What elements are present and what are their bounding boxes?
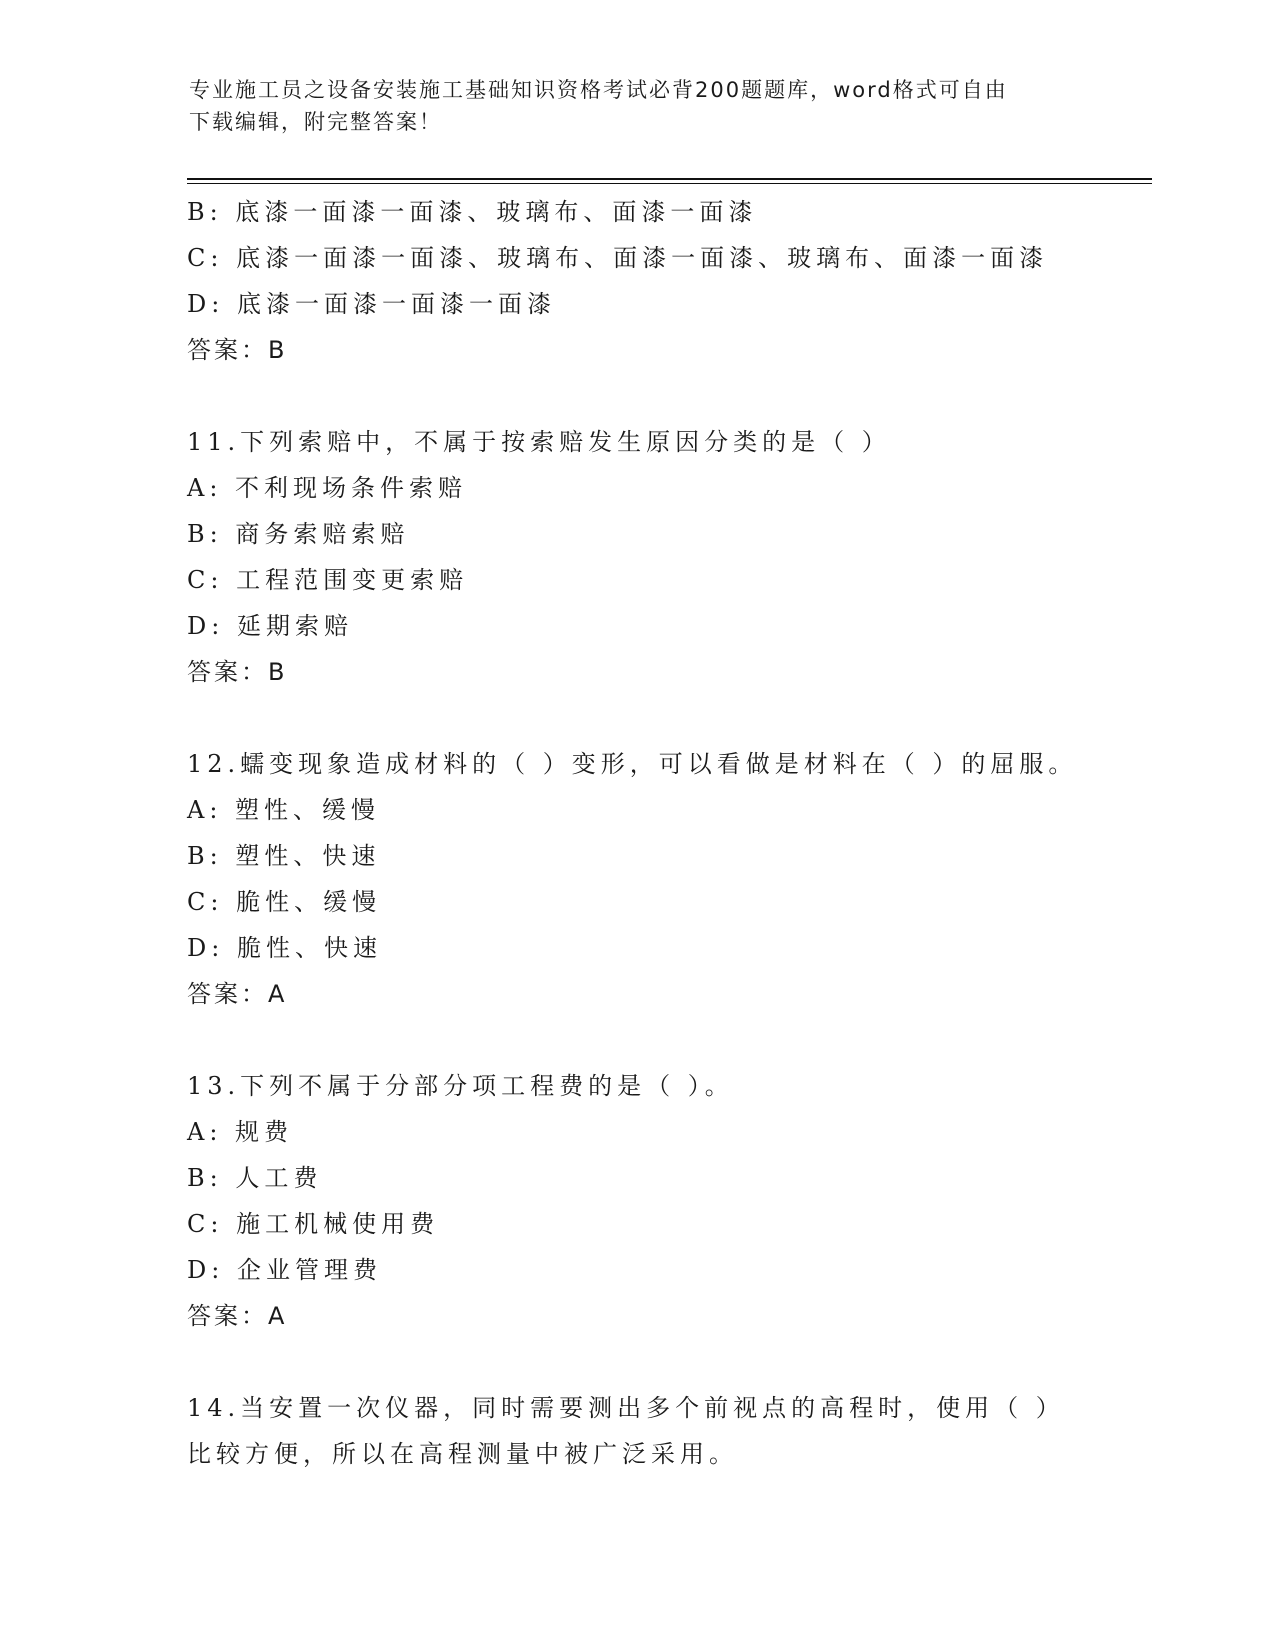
- spacer: [187, 373, 1147, 419]
- answer-line: 答案：B: [187, 658, 288, 686]
- question-stem-line-2: 比较方便，所以在高程测量中被广泛采用。: [187, 1440, 738, 1468]
- question-stem-line-1: 14.当安置一次仪器，同时需要测出多个前视点的高程时，使用（ ）: [187, 1394, 1065, 1422]
- question-11: [187, 419, 1147, 695]
- answer-line: 答案：A: [187, 980, 288, 1008]
- question-stem: 13.下列不属于分部分项工程费的是（ ）。: [187, 1072, 734, 1100]
- spacer: [187, 1339, 1147, 1385]
- header-line-1: 专业施工员之设备安装施工基础知识资格考试必背200题题库，word格式可自由: [189, 78, 1008, 102]
- option-a: A: 塑性、缓慢: [187, 796, 381, 824]
- document-header: [189, 74, 1089, 138]
- option-d: D: 底漆一面漆一面漆一面漆: [187, 290, 556, 318]
- spacer: [187, 695, 1147, 741]
- option-b: B: 人工费: [187, 1164, 323, 1192]
- header-divider-thin: [187, 183, 1152, 184]
- question-stem: 11.下列索赔中，不属于按索赔发生原因分类的是（ ）: [187, 428, 891, 456]
- option-c: C: 工程范围变更索赔: [187, 566, 469, 594]
- question-10-continued: [187, 189, 1147, 373]
- question-body: [187, 189, 1147, 1477]
- option-c: C: 底漆一面漆一面漆、玻璃布、面漆一面漆、玻璃布、面漆一面漆: [187, 244, 1049, 272]
- option-b: B: 塑性、快速: [187, 842, 381, 870]
- option-b: B: 商务索赔索赔: [187, 520, 410, 548]
- option-c: C: 脆性、缓慢: [187, 888, 382, 916]
- answer-line: 答案：B: [187, 336, 288, 364]
- question-stem: 12.蠕变现象造成材料的（ ）变形，可以看做是材料在（ ）的屈服。: [187, 750, 1078, 778]
- spacer: [187, 1017, 1147, 1063]
- option-d: D: 延期索赔: [187, 612, 353, 640]
- option-c: C: 施工机械使用费: [187, 1210, 440, 1238]
- question-13: [187, 1063, 1147, 1339]
- option-a: A: 规费: [187, 1118, 294, 1146]
- header-line-2: 下载编辑，附完整答案！: [189, 110, 442, 134]
- question-14: [187, 1385, 1147, 1477]
- option-d: D: 脆性、快速: [187, 934, 382, 962]
- answer-line: 答案：A: [187, 1302, 288, 1330]
- option-d: D: 企业管理费: [187, 1256, 382, 1284]
- option-a: A: 不利现场条件索赔: [187, 474, 468, 502]
- option-b: B: 底漆一面漆一面漆、玻璃布、面漆一面漆: [187, 198, 758, 226]
- question-12: [187, 741, 1147, 1017]
- header-divider-thick: [187, 178, 1152, 180]
